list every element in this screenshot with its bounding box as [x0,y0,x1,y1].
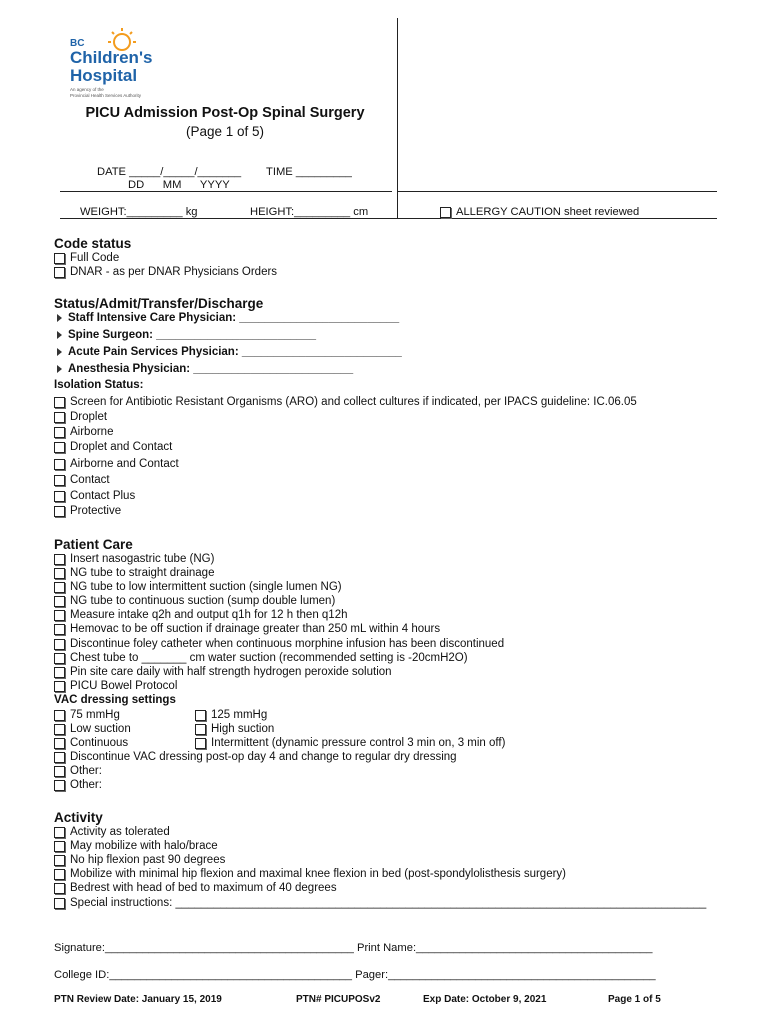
item-label: Special instructions: ___________________________________________________________________________________ [70,897,707,909]
item-label: Intermittent (dynamic pressure control 3 min on, 3 min off) [211,737,506,749]
height-field[interactable]: HEIGHT:_________ cm [250,206,369,218]
item-label: Bedrest with head of bed to maximum of 40 degrees [70,882,337,894]
triangle-bullet-icon [57,331,62,339]
logo-hospital: Hospital [70,66,138,85]
vac-option[interactable] [195,709,267,721]
item-label: Staff Intensive Care Physician: _________________________ [68,312,400,324]
checkbox[interactable] [54,780,65,791]
item-label: Droplet [70,411,108,423]
item-label: Full Code [70,252,120,264]
checkbox[interactable] [54,738,65,749]
item-label: No hip flexion past 90 degrees [70,854,226,866]
vac-after-item[interactable] [54,751,457,763]
code-status-item[interactable] [54,266,277,278]
hospital-logo [70,28,190,108]
vac-option[interactable] [195,723,274,735]
checkbox[interactable] [54,653,65,664]
vac-option[interactable] [54,737,128,749]
item-label: Hemovac to be off suction if drainage greater than 250 mL within 4 hours [70,623,441,635]
activity-item[interactable] [54,868,566,880]
footer-review-date: PTN Review Date: January 15, 2019 [54,994,222,1005]
patient-care-item[interactable] [54,609,348,621]
isolation-item[interactable] [54,490,135,502]
checkbox[interactable] [54,596,65,607]
isolation-item[interactable] [54,458,179,470]
item-label: NG tube to straight drainage [70,567,215,579]
code-status-heading: Code status [54,236,132,251]
vac-after-item[interactable] [54,779,102,791]
checkbox[interactable] [54,883,65,894]
isolation-item[interactable] [54,474,110,486]
item-label: Discontinue VAC dressing post-op day 4 and change to regular dry dressing [70,751,457,763]
triangle-bullet-icon [57,348,62,356]
checkbox[interactable] [54,624,65,635]
activity-item[interactable] [54,854,225,866]
item-label: Pin site care daily with half strength hydrogen peroxide solution [70,666,392,678]
checkbox[interactable] [54,724,65,735]
checkbox[interactable] [54,253,65,264]
item-label: Airborne and Contact [70,458,179,470]
vac-option[interactable] [54,723,131,735]
checkbox[interactable] [54,459,65,470]
header-rule-1b [397,191,717,192]
patient-care-item[interactable] [54,638,504,650]
item-label: 75 mmHg [70,709,120,721]
item-label: 125 mmHg [211,709,268,721]
item-label: Activity as tolerated [70,826,170,838]
checkbox[interactable] [54,639,65,650]
patient-care-item[interactable] [54,652,468,664]
checkbox[interactable] [54,427,65,438]
activity-item[interactable] [54,882,337,894]
item-label: Measure intake q2h and output q1h for 12 h then q12h [70,609,348,621]
patient-care-item[interactable] [54,680,177,692]
checkbox[interactable] [54,506,65,517]
allergy-check[interactable] [440,206,639,218]
item-label: Insert nasogastric tube (NG) [70,553,215,565]
checkbox[interactable] [54,412,65,423]
patient-care-item[interactable] [54,567,214,579]
vac-option[interactable] [195,737,505,749]
item-label: Contact [70,474,110,486]
checkbox[interactable] [54,554,65,565]
patient-care-item[interactable] [54,623,440,635]
patient-care-item[interactable] [54,666,392,678]
checkbox[interactable] [54,475,65,486]
checkbox[interactable] [54,841,65,852]
item-label: Protective [70,505,122,517]
checkbox[interactable] [54,681,65,692]
item-label: DNAR - as per DNAR Physicians Orders [70,266,278,278]
item-label: Low suction [70,723,131,735]
physician-field[interactable] [54,312,399,324]
item-label: May mobilize with halo/brace [70,840,218,852]
isolation-heading: Isolation Status: [54,379,144,391]
logo-bc: BC [70,38,85,49]
checkbox[interactable] [54,869,65,880]
checkbox[interactable] [54,568,65,579]
patient-care-heading: Patient Care [54,537,133,552]
form-subtitle: (Page 1 of 5) [185,124,265,139]
item-label: Other: [70,765,102,777]
checkbox[interactable] [440,207,451,218]
checkbox[interactable] [54,667,65,678]
header-divider-vertical [397,18,398,218]
item-label: Droplet and Contact [70,441,173,453]
item-label: Mobilize with minimal hip flexion and maximal knee flexion in bed (post-spondylolisthesis surgery) [70,868,566,880]
checkbox[interactable] [54,397,65,408]
checkbox[interactable] [54,827,65,838]
isolation-item[interactable] [54,396,637,408]
item-label: Acute Pain Services Physician: _________________________ [68,346,402,358]
footer-exp-date: Exp Date: October 9, 2021 [423,994,547,1005]
college-line[interactable]: College ID:_______________________________________ Pager:___________________________________________ [54,969,656,981]
vac-heading: VAC dressing settings [54,694,176,706]
footer-page: Page 1 of 5 [608,994,661,1005]
item-label: Anesthesia Physician: _________________________ [68,363,354,375]
isolation-item[interactable] [54,505,121,517]
item-label: Chest tube to _______ cm water suction (recommended setting is -20cmH2O) [70,652,468,664]
item-label: Screen for Antibiotic Resistant Organisms (ARO) and collect cultures if indicated, per IPACS guideline: IC.06.05 [70,396,637,408]
item-label: High suction [211,723,275,735]
triangle-bullet-icon [57,365,62,373]
physician-field[interactable] [54,346,402,358]
signature-line[interactable]: Signature:________________________________________ Print Name:______________________________________ [54,942,653,954]
physician-field[interactable] [54,329,316,341]
activity-item[interactable] [54,826,170,838]
date-field[interactable]: DATE _____/_____/_______ [97,166,242,178]
isolation-item[interactable] [54,441,172,453]
item-label: Continuous [70,737,129,749]
isolation-item[interactable] [54,411,107,423]
checkbox[interactable] [54,442,65,453]
item-label: Spine Surgeon: _________________________ [68,329,317,341]
checkbox[interactable] [54,582,65,593]
activity-heading: Activity [54,810,103,825]
logo-tag2: Provincial Health Services Authority [70,93,142,98]
weight-field[interactable]: WEIGHT:_________ kg [80,206,198,218]
allergy-label: ALLERGY CAUTION sheet reviewed [456,206,640,218]
triangle-bullet-icon [57,314,62,322]
item-label: Contact Plus [70,490,136,502]
checkbox[interactable] [54,752,65,763]
physician-field[interactable] [54,363,353,375]
item-label: PICU Bowel Protocol [70,680,178,692]
checkbox[interactable] [54,855,65,866]
patient-care-item[interactable] [54,553,214,565]
checkbox[interactable] [54,491,65,502]
footer-ptn: PTN# PICUPOSv2 [296,994,381,1005]
item-label: Discontinue foley catheter when continuous morphine infusion has been discontinued [70,638,505,650]
logo-childrens: Children's [70,48,153,67]
header-rule-1 [60,191,392,192]
checkbox[interactable] [195,724,206,735]
status-heading: Status/Admit/Transfer/Discharge [54,296,264,311]
code-status-item[interactable] [54,252,119,264]
checkbox[interactable] [54,898,65,909]
activity-item[interactable] [54,840,218,852]
checkbox[interactable] [54,267,65,278]
checkbox[interactable] [54,610,65,621]
checkbox[interactable] [195,710,206,721]
item-label: NG tube to low intermittent suction (single lumen NG) [70,581,342,593]
logo-tag1: An agency of the [70,87,104,92]
vac-after-item[interactable] [54,765,102,777]
item-label: Other: [70,779,102,791]
activity-item[interactable] [54,897,706,909]
patient-care-item[interactable] [54,595,335,607]
checkbox[interactable] [195,738,206,749]
date-format: DD MM YYYY [128,179,230,191]
checkbox[interactable] [54,766,65,777]
patient-care-item[interactable] [54,581,342,593]
vac-option[interactable] [54,709,120,721]
isolation-item[interactable] [54,426,113,438]
time-field[interactable]: TIME _________ [266,166,352,178]
header-rule-2 [60,218,717,219]
item-label: NG tube to continuous suction (sump double lumen) [70,595,336,607]
item-label: Airborne [70,426,114,438]
checkbox[interactable] [54,710,65,721]
form-title: PICU Admission Post-Op Spinal Surgery [85,105,365,121]
